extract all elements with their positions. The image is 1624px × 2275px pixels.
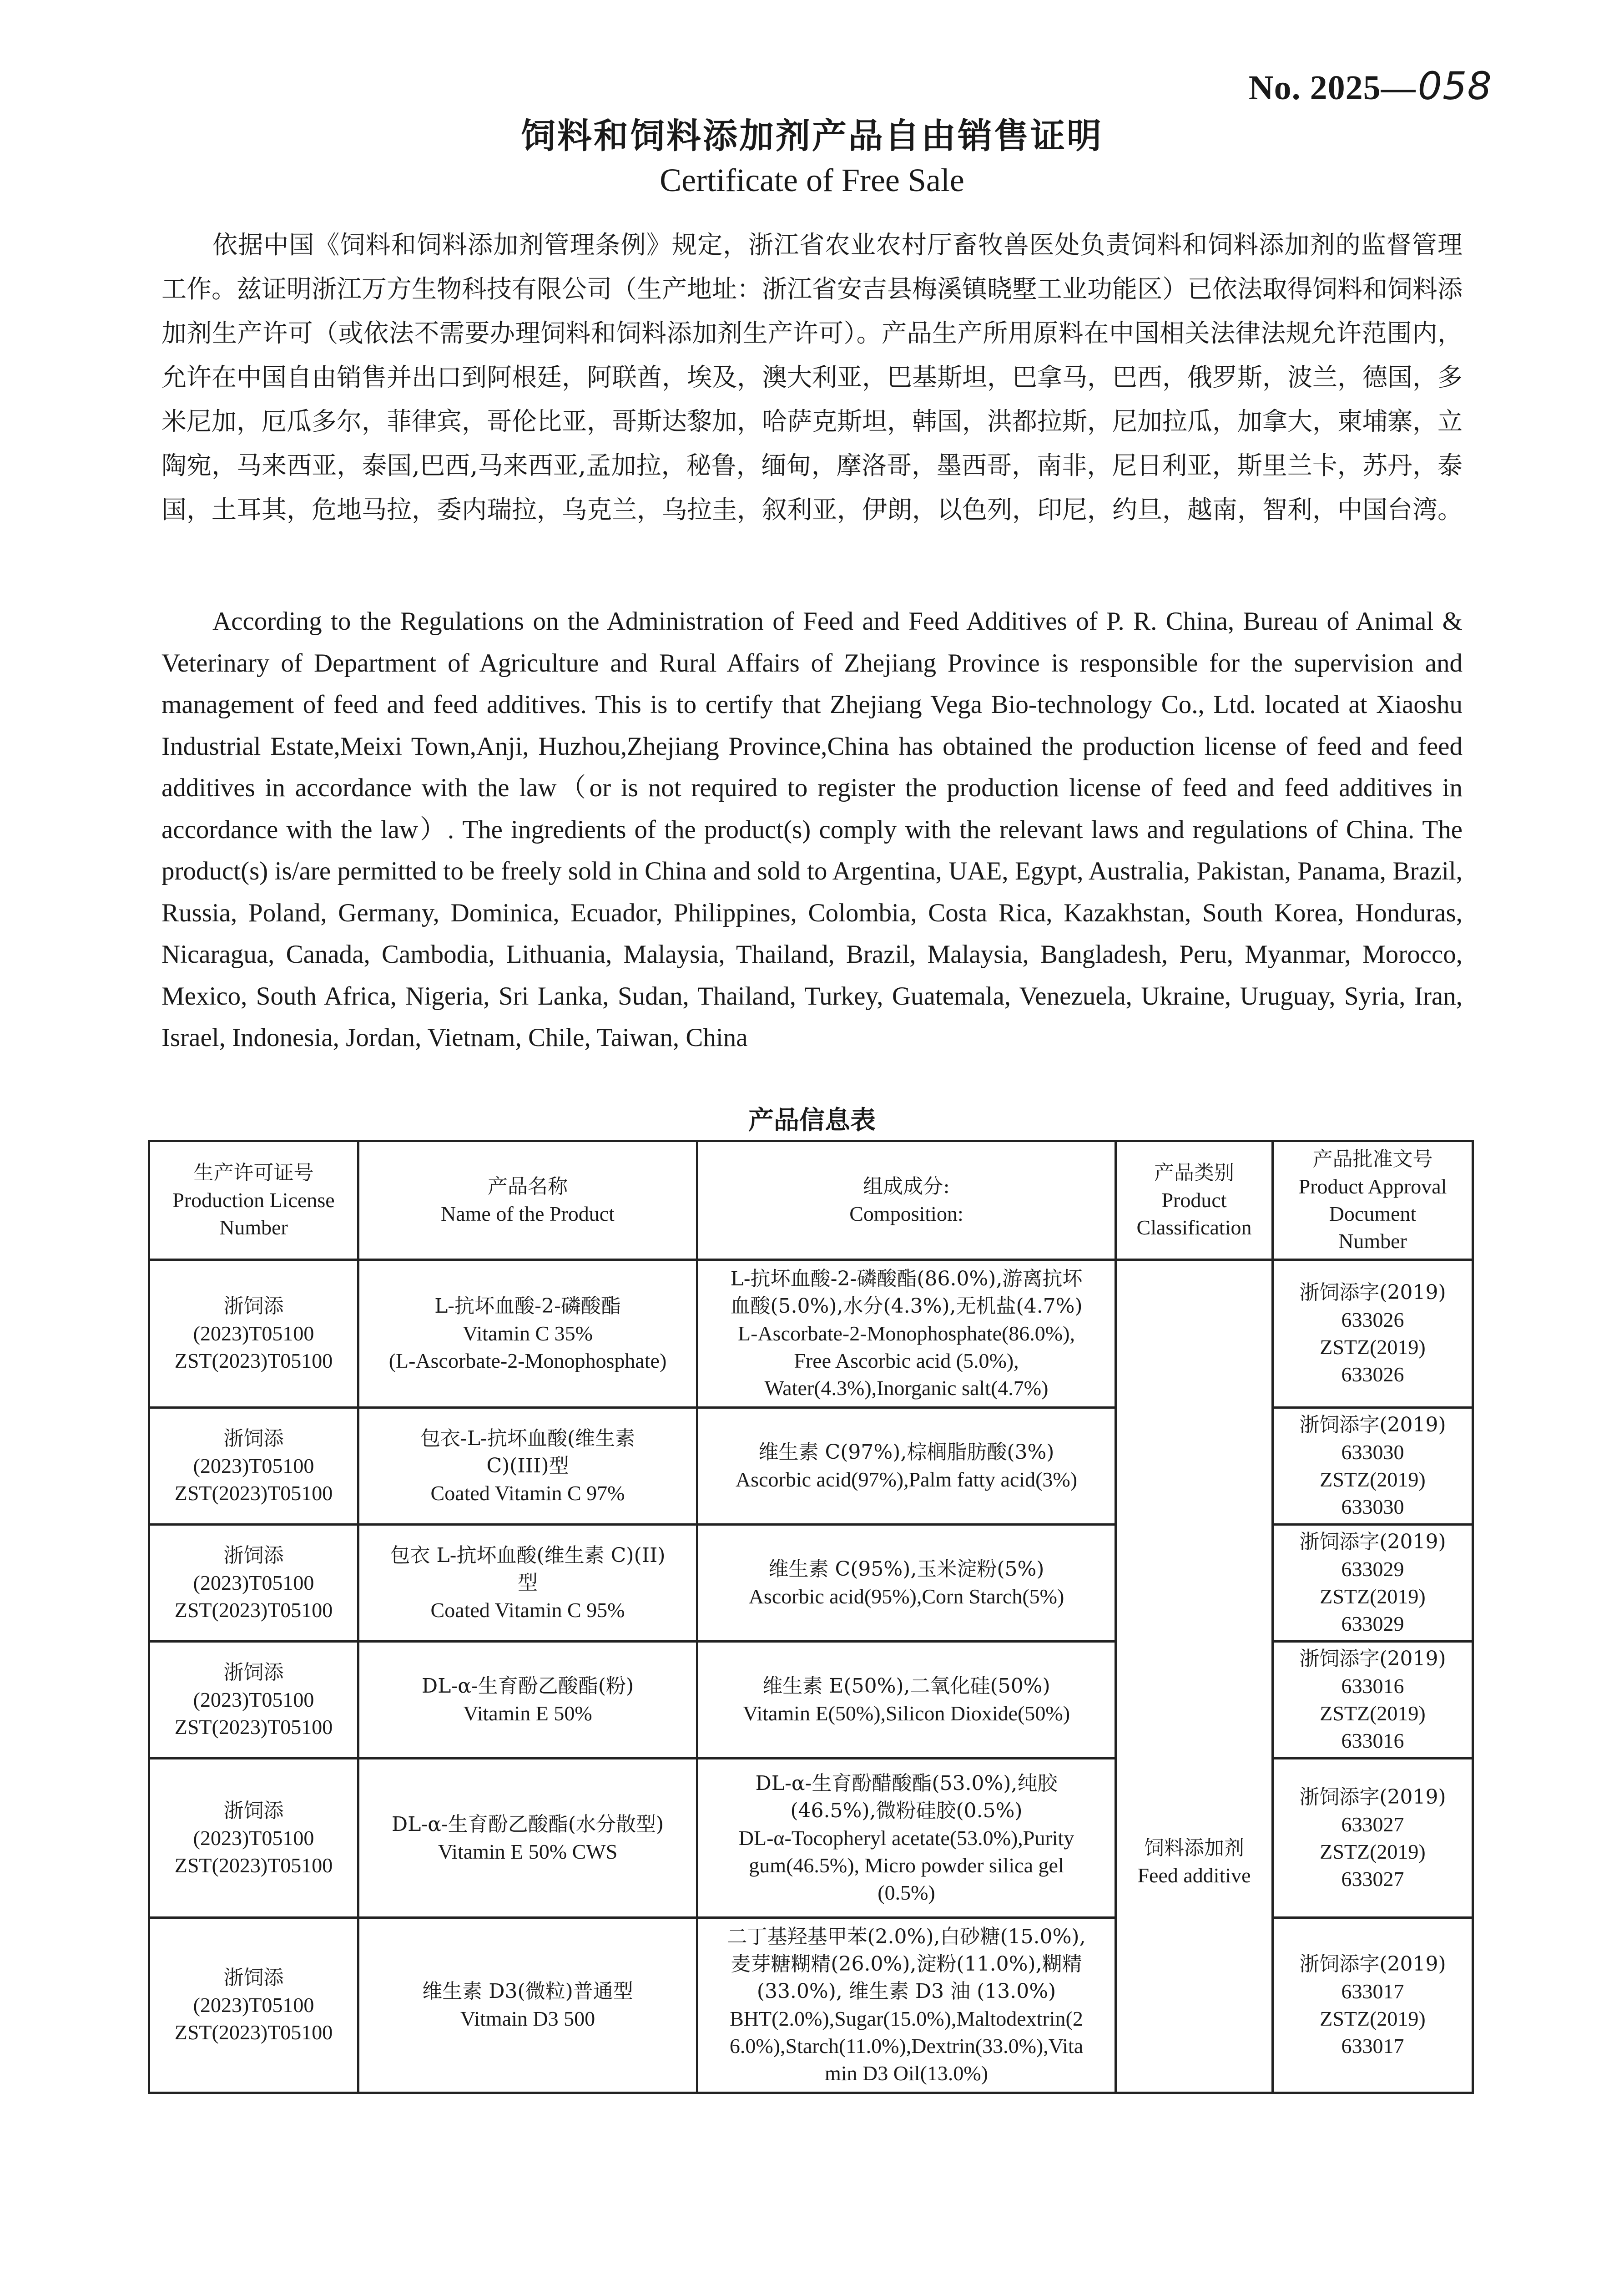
- cell-name-line: DL-α-生育酚乙酸酯(水分散型): [391, 1812, 664, 1836]
- cell-approval-line: ZSTZ(2019): [1320, 1840, 1426, 1863]
- cell-composition-line: Vitamin E(50%),Silicon Dioxide(50%): [742, 1702, 1070, 1725]
- classification-en: Feed additive: [1137, 1864, 1251, 1887]
- cell-license-line: 浙饲添: [223, 1661, 284, 1684]
- table-row: [149, 1759, 1473, 1918]
- header-approval-cn: 产品批准文号: [1312, 1148, 1433, 1171]
- header-name-cn: 产品名称: [488, 1175, 568, 1198]
- document-number-printed: No. 2025—: [1248, 69, 1416, 107]
- cell-name: [358, 1642, 697, 1759]
- cell-approval: [1273, 1918, 1473, 2093]
- cell-composition-line: 二丁基羟基甲苯(2.0%),白砂糖(15.0%),: [727, 1925, 1086, 1948]
- header-license-en-2: Number: [219, 1216, 288, 1239]
- cell-approval-line: 633016: [1341, 1674, 1404, 1698]
- cell-classification: [1116, 1260, 1273, 2093]
- table-row: [149, 1918, 1473, 2093]
- header-approval-en-1: Product Approval: [1298, 1175, 1447, 1198]
- cell-approval: [1273, 1408, 1473, 1525]
- cell-composition-line: Free Ascorbic acid (5.0%),: [794, 1349, 1019, 1372]
- cell-name-line: Coated Vitamin C 97%: [430, 1481, 625, 1505]
- header-classification: [1116, 1141, 1273, 1260]
- cell-license: [149, 1642, 358, 1759]
- cell-approval-line: 浙饲添字(2019): [1299, 1785, 1446, 1809]
- cell-approval-line: 633026: [1341, 1308, 1404, 1331]
- cell-license-line: ZST(2023)T05100: [174, 1598, 333, 1622]
- cell-composition-line: min D3 Oil(13.0%): [824, 2062, 988, 2085]
- header-name: [358, 1141, 697, 1260]
- cell-license: [149, 1525, 358, 1642]
- cell-name: [358, 1759, 697, 1918]
- cell-composition-line: 6.0%),Starch(11.0%),Dextrin(33.0%),Vita: [729, 2034, 1084, 2058]
- cell-name: [358, 1525, 697, 1642]
- cell-license-line: ZST(2023)T05100: [174, 1481, 333, 1505]
- cell-name-line: Vitamin C 35%: [463, 1322, 593, 1345]
- header-license-en-1: Production License: [172, 1188, 335, 1212]
- cell-composition-line: 血酸(5.0%),水分(4.3%),无机盐(4.7%): [730, 1294, 1083, 1318]
- cell-composition-line: gum(46.5%), Micro powder silica gel: [749, 1853, 1064, 1877]
- cell-license-line: ZST(2023)T05100: [174, 1715, 333, 1739]
- cell-composition-line: Ascorbic acid(97%),Palm fatty acid(3%): [735, 1468, 1078, 1491]
- cell-approval-line: ZSTZ(2019): [1320, 1702, 1426, 1725]
- cell-composition-line: L-抗坏血酸-2-磷酸酯(86.0%),游离抗坏: [730, 1267, 1083, 1290]
- cell-approval-line: 633030: [1341, 1495, 1404, 1518]
- cell-name-line: 型: [518, 1571, 538, 1594]
- cell-license-line: 浙饲添: [223, 1427, 284, 1450]
- table-row: [149, 1642, 1473, 1759]
- cell-composition-line: 麦芽糖糊精(26.0%),淀粉(11.0%),糊精: [731, 1952, 1082, 1976]
- cell-composition-line: DL-α-Tocopheryl acetate(53.0%),Purity: [738, 1826, 1074, 1850]
- cell-license-line: 浙饲添: [223, 1294, 284, 1318]
- cell-approval-line: 浙饲添字(2019): [1299, 1413, 1446, 1436]
- cell-license-line: (2023)T05100: [193, 1688, 314, 1711]
- product-info-table: [148, 1140, 1474, 2094]
- table-caption: 产品信息表: [748, 1106, 876, 1135]
- cell-approval-line: 633029: [1341, 1557, 1404, 1581]
- cell-name-line: Vitamin E 50% CWS: [438, 1840, 618, 1863]
- cell-name-line: Vitamin E 50%: [463, 1702, 592, 1725]
- header-composition-cn: 组成成分:: [863, 1175, 950, 1198]
- cell-license: [149, 1260, 358, 1408]
- cell-composition-line: 维生素 C(95%),玉米淀粉(5%): [768, 1557, 1044, 1581]
- cell-name-line: 包衣-L-抗坏血酸(维生素: [420, 1427, 635, 1450]
- cell-approval: [1273, 1260, 1473, 1408]
- cell-composition-line: Water(4.3%),Inorganic salt(4.7%): [764, 1376, 1049, 1400]
- cell-composition-line: (33.0%), 维生素 D3 油 (13.0%): [757, 1980, 1056, 2003]
- cell-license-line: ZST(2023)T05100: [174, 2021, 333, 2044]
- header-composition-en: Composition:: [849, 1202, 963, 1225]
- cell-license-line: 浙饲添: [223, 1799, 284, 1822]
- header-name-en: Name of the Product: [441, 1202, 615, 1225]
- cell-approval-line: 633027: [1341, 1867, 1404, 1891]
- classification-cn: 饲料添加剂: [1144, 1836, 1244, 1860]
- header-license: [149, 1141, 358, 1260]
- header-approval: [1273, 1141, 1473, 1260]
- cell-approval-line: 633017: [1341, 1980, 1404, 2003]
- table-row: [149, 1260, 1473, 1408]
- cell-license: [149, 1759, 358, 1918]
- cell-approval-line: 633017: [1341, 2034, 1404, 2058]
- table-row: [149, 1408, 1473, 1525]
- cell-approval: [1273, 1525, 1473, 1642]
- cell-composition: [697, 1642, 1116, 1759]
- cell-name-line: 包衣 L-抗坏血酸(维生素 C)(II): [390, 1544, 666, 1567]
- paragraph-chinese: 依据中国《饲料和饲料添加剂管理条例》规定，浙江省农业农村厅畜牧兽医处负责饲料和饲料添加剂的监督管理工作。兹证明浙江万方生物科技有限公司（生产地址：浙江省安吉县梅溪镇晓墅工业功能区）已依法取得饲料和饲料添加剂生产许可（或依法不需要办理饲料和饲料添加剂生产许可）。产品生产所用原料在中国相关法律法规允许范围内，允许在中国自由销售并出口到阿根廷，阿联酋，埃及，澳大利亚，巴基斯坦，巴拿马，巴西，俄罗斯，波兰，德国，多米尼加，厄瓜多尔，菲律宾，哥伦比亚，哥斯达黎加，哈萨克斯坦，韩国，洪都拉斯，尼加拉瓜，加拿大，柬埔寨，立陶宛，马来西亚，泰国,巴西,马来西亚,孟加拉，秘鲁，缅甸，摩洛哥，墨西哥，南非，尼日利亚，斯里兰卡，苏丹，泰国，土耳其，危地马拉，委内瑞拉，乌克兰，乌拉圭，叙利亚，伊朗，以色列，印尼，约旦，越南，智利，中国台湾。: [161, 230, 1463, 524]
- cell-composition-line: 维生素 C(97%),棕榈脂肪酸(3%): [758, 1441, 1054, 1464]
- cell-approval-line: 633030: [1341, 1441, 1404, 1464]
- cell-license-line: ZST(2023)T05100: [174, 1853, 333, 1877]
- header-classification-en-2: Classification: [1136, 1216, 1252, 1239]
- cell-name: [358, 1408, 697, 1525]
- cell-composition-line: DL-α-生育酚醋酸酯(53.0%),纯胶: [755, 1771, 1058, 1795]
- cell-approval-line: ZSTZ(2019): [1320, 1468, 1426, 1491]
- cell-composition-line: BHT(2.0%),Sugar(15.0%),Maltodextrin(2: [730, 2007, 1083, 2030]
- cell-license-line: (2023)T05100: [193, 1322, 314, 1345]
- cell-composition-line: Ascorbic acid(95%),Corn Starch(5%): [748, 1585, 1064, 1608]
- cell-composition: [697, 1260, 1116, 1408]
- cell-name-line: Coated Vitamin C 95%: [430, 1598, 625, 1622]
- cell-approval-line: ZSTZ(2019): [1320, 1585, 1426, 1608]
- cell-license-line: 浙饲添: [223, 1966, 284, 1989]
- cell-composition-line: (46.5%),微粉硅胶(0.5%): [790, 1799, 1023, 1822]
- cell-license-line: 浙饲添: [223, 1544, 284, 1567]
- cell-license-line: (2023)T05100: [193, 1571, 314, 1594]
- cell-approval-line: 633026: [1341, 1363, 1404, 1386]
- document-number: [1249, 64, 1492, 108]
- cell-license-line: ZST(2023)T05100: [174, 1349, 333, 1372]
- cell-license-line: (2023)T05100: [193, 1826, 314, 1850]
- title-english: Certificate of Free Sale: [660, 162, 964, 198]
- cell-name-line: (L-Ascorbate-2-Monophosphate): [388, 1349, 667, 1372]
- document-number-handwritten: 058: [1417, 64, 1492, 108]
- cell-approval: [1273, 1642, 1473, 1759]
- cell-approval-line: 浙饲添字(2019): [1299, 1281, 1446, 1304]
- cell-name-line: L-抗坏血酸-2-磷酸酯: [434, 1294, 621, 1318]
- cell-approval-line: 633027: [1341, 1812, 1404, 1836]
- cell-name-line: 维生素 D3(微粒)普通型: [422, 1980, 633, 2003]
- title-chinese: 饲料和饲料添加剂产品自由销售证明: [521, 116, 1103, 156]
- header-approval-en-2: Document: [1329, 1202, 1417, 1225]
- cell-name: [358, 1918, 697, 2093]
- table-row: [149, 1525, 1473, 1642]
- cell-approval-line: 浙饲添字(2019): [1299, 1952, 1446, 1976]
- cell-name-line: DL-α-生育酚乙酸酯(粉): [421, 1674, 634, 1698]
- cell-approval-line: ZSTZ(2019): [1320, 2007, 1426, 2030]
- cell-approval-line: 浙饲添字(2019): [1299, 1647, 1446, 1670]
- cell-composition: [697, 1525, 1116, 1642]
- header-classification-en-1: Product: [1161, 1188, 1227, 1212]
- cell-approval: [1273, 1759, 1473, 1918]
- cell-approval-line: 浙饲添字(2019): [1299, 1530, 1446, 1553]
- cell-composition: [697, 1759, 1116, 1918]
- header-composition: [697, 1141, 1116, 1260]
- cell-composition: [697, 1408, 1116, 1525]
- cell-composition-line: (0.5%): [878, 1881, 935, 1904]
- header-classification-cn: 产品类别: [1154, 1161, 1234, 1184]
- cell-license-line: (2023)T05100: [193, 1993, 314, 2017]
- cell-name: [358, 1260, 697, 1408]
- cell-composition: [697, 1918, 1116, 2093]
- paragraph-english: According to the Regulations on the Administration of Feed and Feed Additives of P. R. China, Bureau of Animal & Veterinary of Department of Agriculture and Rural Affairs of Zhejiang Province is responsible for the supervision and management of feed and feed additives. This is to certify that Zhejiang Vega Bio-technology Co., Ltd. located at Xiaoshu Industrial Estate,Meixi Town,Anji, Huzhou,Zhejiang Province,China has obtained the production license of feed and feed additives in accordance with the law（or is not required to register the production license of feed and feed additives in accordance with the law）. The ingredients of the product(s) comply with the relevant laws and regulations of China. The product(s) is/are permitted to be freely sold in China and sold to Argentina, UAE, Egypt, Australia, Pakistan, Panama, Brazil, Russia, Poland, Germany, Dominica, Ecuador, Philippines, Colombia, Costa Rica, Kazakhstan, South Korea, Honduras, Nicaragua, Canada, Cambodia, Lithuania, Malaysia, Thailand, Brazil, Malaysia, Bangladesh, Peru, Myanmar, Morocco, Mexico, South Africa, Nigeria, Sri Lanka, Sudan, Thailand, Turkey, Guatemala, Venezuela, Ukraine, Uruguay, Syria, Iran, Israel, Indonesia, Jordan, Vietnam, Chile, Taiwan, China: [161, 607, 1463, 1052]
- cell-name-line: C)(III)型: [486, 1454, 569, 1477]
- cell-license: [149, 1918, 358, 2093]
- cell-composition-line: 维生素 E(50%),二氧化硅(50%): [762, 1674, 1050, 1698]
- table-header-row: [149, 1141, 1473, 1260]
- cell-approval-line: 633029: [1341, 1612, 1404, 1635]
- cell-license-line: (2023)T05100: [193, 1454, 314, 1477]
- header-approval-en-3: Number: [1338, 1229, 1407, 1253]
- cell-approval-line: ZSTZ(2019): [1320, 1335, 1426, 1359]
- cell-license: [149, 1408, 358, 1525]
- header-license-cn: 生产许可证号: [193, 1161, 314, 1184]
- cell-composition-line: L-Ascorbate-2-Monophosphate(86.0%),: [738, 1322, 1075, 1345]
- cell-name-line: Vitmain D3 500: [460, 2007, 595, 2030]
- cell-approval-line: 633016: [1341, 1729, 1404, 1752]
- table-body: [149, 1260, 1473, 2093]
